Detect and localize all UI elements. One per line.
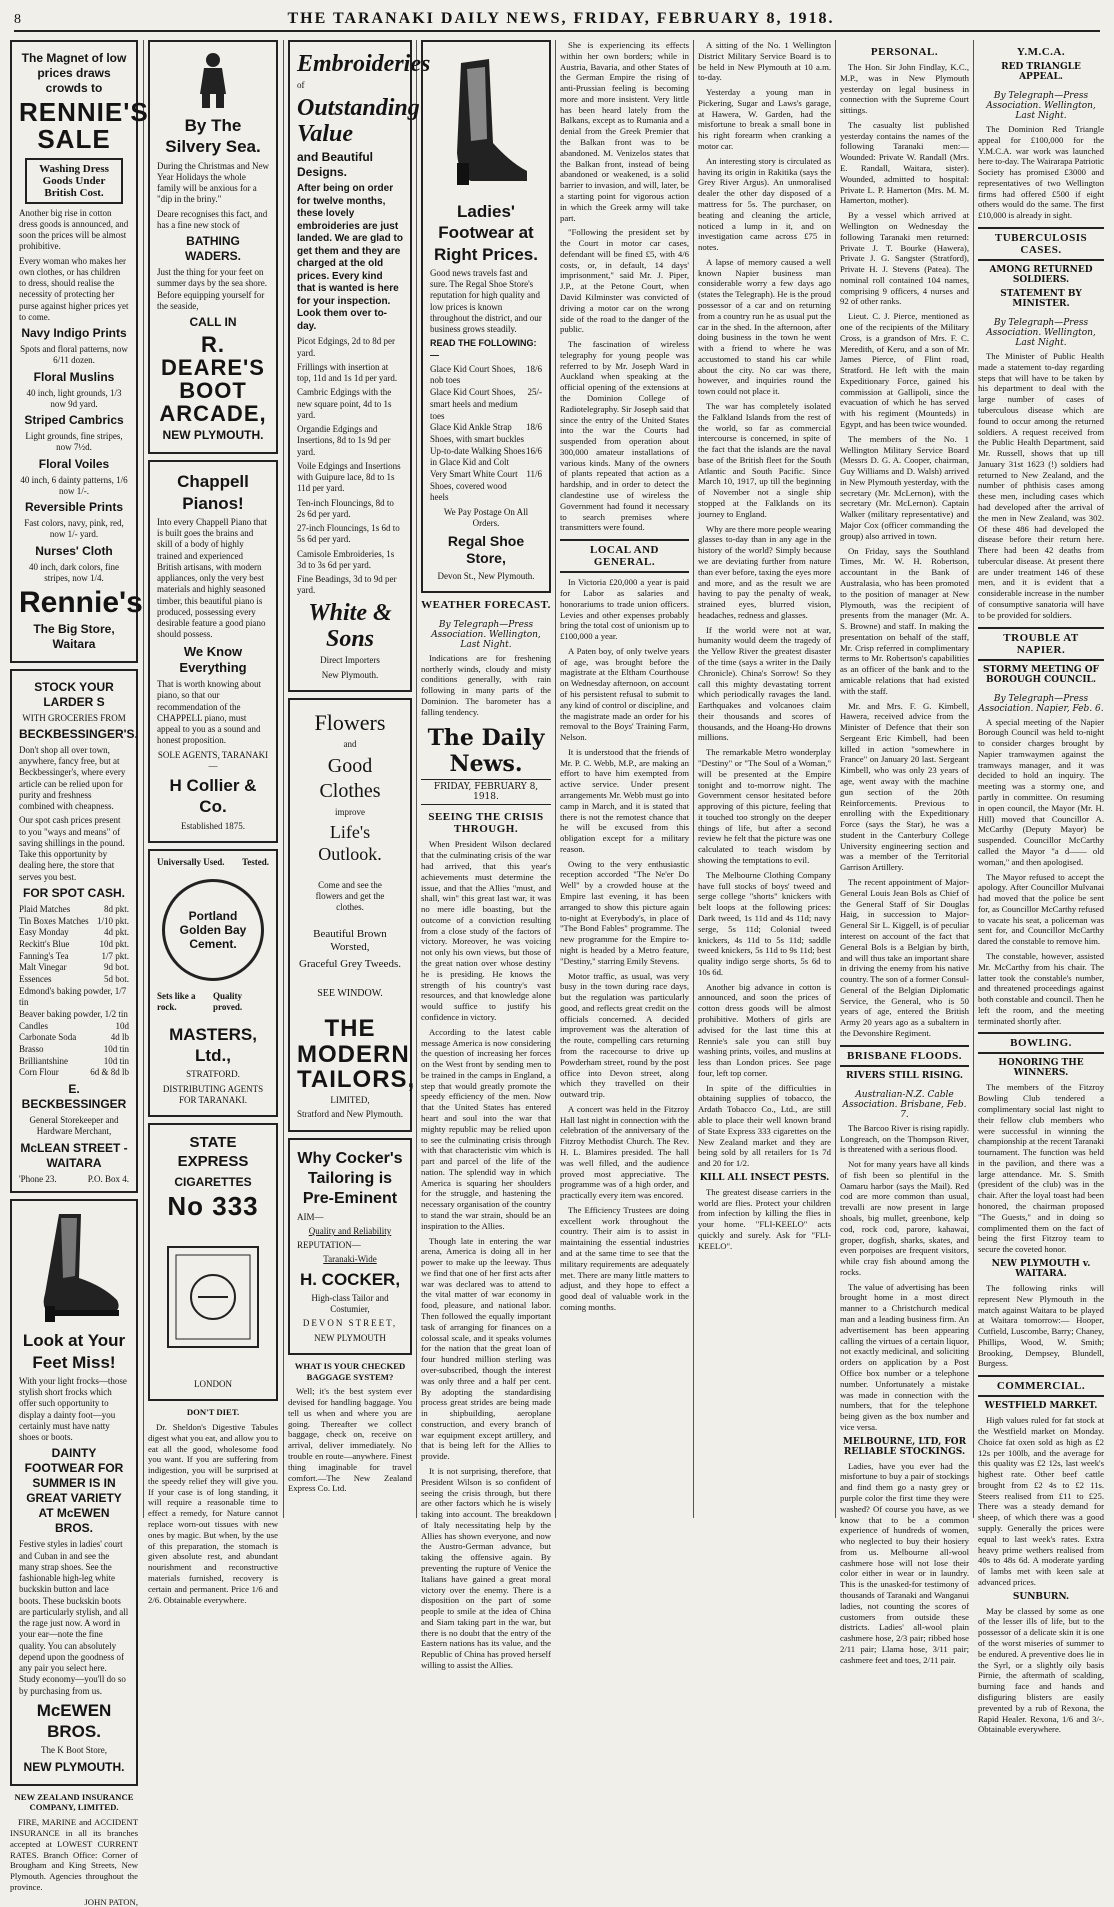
white-list-item: Organdie Edgings and Insertions, 8d to 1s 9d per yard. <box>297 424 391 457</box>
white-of: of <box>297 80 305 91</box>
cocker-rep: REPUTATION— <box>297 1240 361 1251</box>
column-rule <box>416 40 417 1518</box>
rennie-item-desc: 40 inch, light grounds, 1/3 now 9d yard. <box>26 387 122 409</box>
masters-name: MASTERS, Ltd., <box>169 1024 257 1066</box>
commercial-head: COMMERCIAL. <box>978 1375 1104 1397</box>
rennie-ad <box>10 40 149 663</box>
price-row: Candles 10d <box>19 1020 129 1031</box>
article-paragraph: It is understood that the friends of Mr. P. C. Webb, M.P., are making an effort to have him exempted from active service. Under present arrangements Mr. Webb must go into camp in March, and it is stated that there is not the remotest chance that he will be excused from this obligation except for a military reason. <box>560 746 689 854</box>
rennie-item-desc: Light grounds, fine stripes, now 7½d. <box>25 431 123 453</box>
beck-contact: 'Phone 23. P.O. Box 4. <box>19 1173 129 1184</box>
article-paragraph: Not for many years have all kinds of fish been so plentiful in the Oamaru harbor (says the Mail). Red cod are more common than usual, trevalli are now present in large shoals, big mullet, greenbone, kelp cod, rock cod, parore, kahawai, groper, dogfish, sharks, skates, and even porpoises are frequent visitors, while cray fish abound among the rocks. <box>840 1159 969 1277</box>
modern-tailors-ad <box>288 698 416 1132</box>
cocker-town: NEW PLYMOUTH <box>314 1332 386 1343</box>
rennie-item-title: Floral Muslins <box>33 369 115 384</box>
diet-text: Dr. Sheldon's Digestive Tabules digest what you eat, and allow you to eat all the good, wholesome food you want. If you are suffering from indigestion, you will be surprised at the speedy relief they will give you. If your case is of long standing, it will require a reasonable time to effect a remedy, for Nature cannot replace worn-out tissues with new ones by magic. But when, by the use of this preparation, the stomach is given absolute rest, and abundant nourishment and reconstructive materials furnished, recovery is certain and permanent. Price 1/6 and 2/6. Obtainable everywhere. <box>148 1422 278 1605</box>
column-3 <box>288 40 431 1518</box>
article-paragraph: A lapse of memory caused a well known Napier business man considerable worry a few days ago (states the Telegraph). He is the proud possessor of a car and on returning from a country run he as usual put the car in the shed. In the afternoon, after doing business in the town he went with a friend to where he was accustomed to stand his car while about the city. No car was there, however, and inquiries round the town could not place it. <box>698 256 831 397</box>
napier-sub: STORMY MEETING OF BOROUGH COUNCIL. <box>983 664 1099 685</box>
weather-text: Indications are for freshening northerly winds, cloudy and misty conditions generally, with rain following in many parts of the Dominion. The barometer has a falling tendency. <box>421 652 551 717</box>
cement-label: Portland Golden Bay Cement. <box>179 908 247 951</box>
cig-city: LONDON <box>194 1378 232 1389</box>
regal-row: Glace Kid Ankle Strap Shoes, with smart buckles 18/6 <box>430 422 542 444</box>
price-row: Plaid Matches 8d pkt. <box>19 903 129 914</box>
cig-kind: CIGARETTES <box>174 1174 252 1189</box>
price-row: Corn Flour 6d & 8d lb <box>19 1067 129 1078</box>
napier-head: TROUBLE AT NAPIER. <box>978 627 1104 661</box>
article-paragraph: Ladies, have you ever had the misfortune to buy a pair of stockings and find them go a nasty grey or purple color the first time they were washed? Of course you have, as we know that to be a common experience of hundreds of women, who neglected to buy their hosiery from us. Melbourne all-wool cashmere hose will not lose their color either in wear or in laundry. This is the unasked-for testimony of thousands of Taranaki and Wanganui ladies, not counting the scores of customers from outside these districts. Ladies' all-wool plain cashmere hose, 2/3 pair; ribbed hose 2/11 pair; Llama hose, 3/11 pair; cashmere feet and toes, 2/11 pair. <box>840 1460 969 1665</box>
collier-head: Chappell Pianos! <box>177 472 249 513</box>
article-paragraph: The following rinks will represent New Plymouth in the match against Waitara to be played at Waitara tomorrow:— Hooper, Cutfield, Luscombe, Barry; Chaney, Phillips, Wood, W. Smith; Brooking, Dempsey, Blundell, Burgess. <box>978 1282 1104 1369</box>
regal-addr: Devon St., New Plymouth. <box>437 570 535 581</box>
insurance-sign: JOHN PATON, <box>84 1896 138 1907</box>
mt-improve: improve <box>335 806 365 817</box>
mt-name: THE MODERN TAILORS, <box>297 1015 416 1093</box>
beck-addr: McLEAN STREET - WAITARA <box>20 1140 128 1170</box>
regal-post: We Pay Postage On All Orders. <box>443 507 529 529</box>
article-paragraph: In spite of the difficulties in obtaining supplies of tobacco, the Ardath Tobacco Co., Ltd., are still able to place their well known brand of State Express 333 cigarettes on the New Zealand market and they are being sold by all retailers for 1s 7d and 20 for 1/2. <box>698 1082 831 1169</box>
regal-shoe-ad <box>421 40 551 593</box>
price-row: Brasso 10d tin <box>19 1044 129 1055</box>
brisbane-sub: RIVERS STILL RISING. <box>846 1070 963 1081</box>
column-2 <box>148 40 278 1605</box>
regal-row: Up-to-date Walking Shoes in Glace Kid and Colt 16/6 <box>430 445 542 468</box>
article-paragraph: The members of the No. 1 Wellington Military Service Board (Messrs D. G. A. Cooper, chairman, Guy Williams and D. Walsh) arrived in New Plymouth yesterday, with the secretary (Mr. McLernon), with the secretary (Mr. McLernon). Captain Walker (military representative) and Major Cox (officer commanding the group) also arrived in town. <box>840 433 969 541</box>
tuberculosis-head: TUBERCULOSIS CASES. <box>978 227 1104 261</box>
deare-p2: Deare recognises this fact, and has a fine new stock of <box>157 208 268 230</box>
column-6 <box>698 40 831 1518</box>
article-paragraph: The constable, however, assisted Mr. McCarthy from his chair. The latter took the constable's number, and threatened proceedings against both constable and council. Then he left the room, and the meeting terminated shortly after. <box>978 950 1104 1026</box>
nameplate: The Daily News. <box>427 725 545 778</box>
article-paragraph: Motor traffic, as usual, was very busy in the town during race days, but the regulation was particularly good, and reflects great credit on the officials concerned. A decided improvement was the alteration of the route, compelling cars returning from the racecourse to drive up Powderham street, round by the post office into Devon street, along which they travelled on their outward trip. <box>560 970 689 1100</box>
article-paragraph: Why are there more people wearing glasses to-day than in any age in the history of the world? Simply because we are deviating further from nature than ever before, taxing the eyes more and more, and as the result we are having to pay the penalty of weak, strained eyes, blurred vision, headaches, redness and glasses. <box>698 523 831 620</box>
editorial <box>421 725 551 1670</box>
article-paragraph: A concert was held in the Fitzroy Hall last night in connection with the celebration of the anniversary of the Fitzroy Methodist Church. The Rev. H. L. Blamires presided. The hall was well filled, and the audience proved most appreciative. The programme was of a high order, and practically every item was encored. <box>560 1103 689 1201</box>
editorial-date: FRIDAY, FEBRUARY 8, 1918. <box>421 779 551 805</box>
white-head4: and Beautiful Designs. <box>297 150 374 180</box>
article-paragraph: A special meeting of the Napier Borough Council was held to-night to consider charges brought by Napier tramwaymen against the tramways manager, and it was decided to hold an inquiry. The meeting was a stormy one, and partly in committee. On resuming in open council, the Mayor (Mr. H. Hill) moved that Councillor A. McCarthy (Deputy Mayor) be suspended. Councillor McCarthy called the Mayor "a d—— old woman," and then apologised. <box>978 716 1104 867</box>
cocker-aim2: Quality and Reliability <box>308 1225 392 1236</box>
collier-ad <box>148 460 278 843</box>
deare-call: CALL IN <box>189 315 237 329</box>
article-paragraph: Owing to the very enthusiastic reception accorded "The Ne'er Do Well" by a crowded house at the Empire last evening, it has been arranged to show this picture again to-night at Everybody's, in place of "The Bond Fables" programme. The new programme for the Empire to-night is headed by a Metro feature, "Destiny," starring Emily Stevens. <box>560 858 689 966</box>
melbourne-head: MELBOURNE, LTD, FOR RELIABLE STOCKINGS. <box>842 1436 967 1457</box>
rennie-item-title: Navy Indigo Prints <box>21 326 127 341</box>
personal-head: PERSONAL. <box>870 46 939 58</box>
mt-window: SEE WINDOW. <box>317 987 383 999</box>
article-paragraph: The Mayor refused to accept the apology. After Councillor Mulvanai had moved that the police be sent for, as Councillor McCarthy refused to vacate his seat, a policeman was sent for, and Councillor McCarthy dared the constable to remove him. <box>978 871 1104 947</box>
beckbessinger-ad <box>10 669 138 1194</box>
regal-row: Glace Kid Court Shoes, nob toes 18/6 <box>430 363 542 386</box>
white-sub: Direct Importers <box>320 655 380 666</box>
column-rule <box>973 40 974 1518</box>
collier-head2: We Know Everything <box>179 643 247 675</box>
white-list-item: Frillings with insertion at top, 11d and 1s 1d per yard. <box>297 361 398 384</box>
article-paragraph: The greatest disease carriers in the world are flies. Protect your children from infection by killing the flies in your home. "FLI-KEELO" acts quickly and surely. Ask for "FLI-KEELO". <box>698 1186 831 1251</box>
article-paragraph: The Minister of Public Health made a statement to-day regarding steps that will have to be taken by his department to deal with the large number of cases of tuberculous disease which are found to occur among the returned soldiers. A request received from the Public Health Department, said Mr. Russell, shows that up till January 31st 1623 (!) soldiers had returned to New Zealand, and the number of phthisis cases among these men, including cases which had developed after the arrival of the men in New Zealand, was 302. Of these 486 had developed the disease before their return here. There had been 42 deaths from tubercular disease. At present there are under treatment 146 of these men, and it is evident that a considerable increase in the number of consumptive sanatoria will have to be provided for soldiers. <box>978 351 1104 620</box>
column-rule <box>283 40 284 1518</box>
cig-brand: STATE EXPRESS <box>177 1134 249 1170</box>
collier-name: H Collier & Co. <box>169 776 257 817</box>
article-paragraph: The Melbourne Clothing Company have full stocks of boys' tweed and serge college "shorts" knickers with belt loops at the following prices: Dark tweed, 1s 11d and 4s 11d; navy serge, 5s 11d; Colonial tweed knickers, 4s 11d to 5s 11d; saddle tweed knickers, 5s 11d to 9s 11d; best quality indigo serge shorts, 5s 6d to 10s 6d. <box>698 869 831 977</box>
deare-ad <box>148 40 278 454</box>
cocker-ad <box>288 1138 412 1355</box>
price-row: Fanning's Tea 1/7 pkt. <box>19 950 129 961</box>
rennie-item-desc: 40 inch, 6 dainty patterns, 1/6 now 1/-. <box>20 474 128 496</box>
cocker-aim: AIM— <box>297 1211 324 1222</box>
beck-p1: Don't shop all over town, anywhere, fancy free, but at Beckbessinger's, where every article can be relied upon for purity and freshness combined with cheapness. <box>19 744 126 812</box>
deare-name: R. DEARE'S BOOT ARCADE, <box>159 332 267 427</box>
regal-read: READ THE FOLLOWING:— <box>430 338 537 360</box>
column-8 <box>978 40 1104 1735</box>
np-waitara-head: NEW PLYMOUTH v. WAITARA. <box>991 1258 1091 1279</box>
article-paragraph: The Hon. Sir John Findlay, K.C., M.P., was in New Plymouth yesterday on legal business in connection with the Supreme Court sittings. <box>840 62 969 116</box>
beck-head2: WITH GROCERIES FROM <box>22 712 126 723</box>
column-7 <box>840 40 969 1665</box>
collier-agents: SOLE AGENTS, TARANAKI— <box>157 749 269 771</box>
cement-badge <box>162 879 264 981</box>
white-head3: Outstanding Value <box>297 94 420 148</box>
price-row: Easy Monday 4d pkt. <box>19 927 129 938</box>
masters-top: Universally Used. Tested. <box>157 856 269 867</box>
article-paragraph: The members of the Fitzroy Bowling Club tendered a complimentary social last night to their fellow club members who were successful in winning the championship at the recent Taranaki tournament. The function was held in the pavilion, and there was a large attendance. Mr. S. Smith (president of the club) was in the chair. After the loyal toast had been honored, the chairman proposed "The Guests," and in doing so complimented them on the fact of being the first Fitzroy team to secure the coveted honor. <box>978 1082 1104 1255</box>
regal-head: Ladies' Footwear at Right Prices. <box>434 202 538 264</box>
regal-row: Very Smart White Court Shoes, covered wood heels 11/6 <box>430 468 542 503</box>
price-row: Carbonate Soda 4d lb <box>19 1032 129 1043</box>
rennie-item-desc: 40 inch, dark colors, fine stripes, now 1/4. <box>29 561 119 583</box>
rennie-item-title: Striped Cambrics <box>24 413 124 428</box>
price-row: Malt Vinegar 9d bot. <box>19 962 129 973</box>
mcewen-ad <box>10 1199 138 1785</box>
masthead <box>14 4 1100 32</box>
white-list-item: Ten-inch Flouncings, 8d to 2s 6d per yard. <box>297 497 394 519</box>
rennie-footer: Rennie's <box>19 586 143 620</box>
corner-mark: 8 <box>14 12 22 27</box>
cocker-name: H. COCKER, <box>299 1269 401 1289</box>
boot-illustration <box>19 1207 129 1327</box>
deare-town: NEW PLYMOUTH. <box>162 428 264 443</box>
white-list-item: 27-inch Flouncings, 1s 6d to 5s 6d per yard. <box>297 523 400 545</box>
local-general-head: LOCAL AND GENERAL. <box>560 539 689 573</box>
article-paragraph: In Victoria £20,000 a year is paid for Labor as salaries and honorariums to trade union officers. Levies and other expenses probably bring the total cost of unionism up to £100,000 a year. <box>560 577 689 642</box>
mcewen-town: NEW PLYMOUTH. <box>23 1759 125 1774</box>
rennie-item-desc: Spots and floral patterns, now 6/11 dozen. <box>20 344 128 366</box>
insurance-head: NEW ZEALAND INSURANCE COMPANY, LIMITED. <box>14 1791 134 1813</box>
column-5 <box>560 40 689 1518</box>
mcewen-look: Look at Your Feet Miss! <box>22 1331 126 1372</box>
rennie-item-title: Reversible Prints <box>24 500 124 515</box>
article-paragraph: If the world were not at war, humanity would deem the tragedy of the Yellow River the greatest disaster of the time (says a writer in the Daily Chronicle). China's Sorrow! So they call this mighty devastating torrent which periodically ravages the land. Earthquakes and volcanoes claim their thousands and scores of thousands, and the Hoang-Ho drowns millions. <box>698 624 831 743</box>
cocker-addr: DEVON STREET, <box>302 1318 398 1329</box>
baggage-text: Well; it's the best system ever devised for handling baggage. You tell us when and where you are going. Thereafter we collect baggage, check on, receive on arrival, deliver immediately. No trouble en route—anywhere. Finest thing imaginable for travel comfort.—The New Zealand Express Co. Ltd. <box>288 1386 412 1494</box>
white-town: New Plymouth. <box>321 669 379 680</box>
masters-dist: DISTRIBUTING AGENTS FOR TARANAKI. <box>162 1083 264 1105</box>
deare-head: By The Silvery Sea. <box>165 116 261 157</box>
white-list-item: Fine Beadings, 3d to 9d per yard. <box>297 574 397 596</box>
price-row: Beaver baking powder, 1/2 tin <box>19 1009 128 1020</box>
column-rule <box>555 40 556 1518</box>
shoe-illustration <box>430 48 542 198</box>
rennie-item-title: Floral Voiles <box>38 456 110 471</box>
mt-flowers: Flowers <box>314 709 386 735</box>
mt-clothes: Good Clothes <box>319 754 381 802</box>
article-paragraph: The casualty list published yesterday contains the names of the following Taranaki men:—Wounded: Private W. Randall (Mrs. E. Randall, Waitara, sister). Wounded, admitted to hospital: Private L. P. Hamerton (Mrs. M. M. Hamerton, mother). <box>840 119 969 206</box>
mt-and: and <box>343 739 357 750</box>
rennie-intro2: Every woman who makes her own clothes, or has children to dress, should realise the necessity of protecting her purse against higher prices yet to come. <box>19 255 129 322</box>
white-head: Embroideries <box>297 51 431 77</box>
column-1 <box>10 40 149 1907</box>
cocker-sub: High-class Tailor and Costumier, <box>311 1292 389 1315</box>
rennie-item-desc: Fast colors, navy, pink, red, now 1/- yard. <box>24 518 124 540</box>
white-list-item: Cambric Edgings with the new square point, 4d to 1s yard. <box>297 387 392 420</box>
rennie-items <box>19 326 129 584</box>
brisbane-dateline: Australian-N.Z. Cable Association. Brisbane, Feb. 7. <box>842 1089 967 1120</box>
editorial-head: SEEING THE CRISIS THROUGH. <box>428 811 544 836</box>
masters-ad <box>148 849 278 1117</box>
dateline: By Telegraph—Press Association. Wellington, Last Night. <box>986 318 1096 349</box>
mt-outlook: Life's Outlook. <box>318 821 382 865</box>
masters-town: STRATFORD. <box>186 1069 240 1080</box>
white-sons-ad <box>288 40 431 692</box>
price-row: Brilliantshine 10d tin <box>19 1055 129 1066</box>
column-rule <box>835 40 836 1518</box>
rennie-title: RENNIE'S SALE <box>19 97 149 155</box>
tuberculosis-sub: AMONG RETURNED SOLDIERS. <box>989 265 1093 286</box>
rennie-item-title: Nurses' Cloth <box>35 543 113 558</box>
mcewen-p1: With your light frocks—those stylish short frocks which offer such opportunity to display a dainty foot—you certainly must have natty shoes or boots. <box>19 1375 127 1443</box>
article-paragraph: Another big advance in cotton is announced, and soon the prices of cotton dress goods will be almost prohibitive. Mothers of girls are advised for the last time this at Rennie's sale you can still buy washing prints, voiles, and muslins at less than London prices. See page four, left top corner. <box>698 981 831 1078</box>
deare-p3: Just the thing for your feet on summer days by the sea shore. Before equipping yourself for the seaside, <box>157 267 267 311</box>
beck-head: STOCK YOUR LARDER S <box>34 679 114 709</box>
article-paragraph: The Dominion Red Triangle appeal for £100,000 for the Y.M.C.A. war work was launched here to-day. The Wairarapa Patriotic Society has promised £3000 and representatives of two Wellington firms had offered £500 if eight others would do the same. The first £10,000 is already in sight. <box>978 124 1104 221</box>
mt-come: Come and see the flowers and get the clothes. <box>315 879 385 913</box>
insect-head: KILL ALL INSECT PESTS. <box>699 1172 830 1183</box>
article-paragraph: She is experiencing its effects within her own borders; while in Austria, Bavaria, and other States of the German Empire the rising of anti-Prussian feeling is becoming more and more insistent. Very little has been heard lately from the Balkans, except as to Rumania and a denial from the Greek Premier that the Balkan front was to be abandoned. M. Venizelos states that the Balkan front, instead of being abandoned or weakened, is a solid barrier to invasion, and will, later, be a starting point for vigorous action in which the Greek army will take part. <box>560 40 689 223</box>
article-paragraph: The war has completely isolated the Falkland Islands from the rest of the world, so far as commercial intercourse is concerned, in spite of the fact that the islands are the naval base of the British fleet for the South Atlantic and South Pacific. Since March 10, 1917, up till the beginning of November not a single ship stopped at the Falklands on its journey to England. <box>698 401 831 519</box>
weather-dateline: By Telegraph—Press Association. Wellington, Last Night. <box>431 619 541 650</box>
rennie-intro: Another big rise in cotton dress goods is announced, and soon the prices will be almost prohibitive. <box>19 207 129 252</box>
mcewen-p2: Festive styles in ladies' court and Cuban in and see the many strap shoes. See the fashionable high-leg white buckskin button and lace boots. These buckskin boots are particularly stylish, and all the rage just now. A word in your ear—note the fine quality. You can absolutely depend upon the goodness of any pair you select here. Study economy—you'll do so by purchasing from us. <box>19 1539 129 1696</box>
price-row: Edmond's baking powder, 1/7 tin <box>19 985 127 1008</box>
rennie-box: Washing Dress Goods Under British Cost. <box>25 158 123 204</box>
price-row: Essences 5d bot. <box>19 973 129 984</box>
collier-p1: Into every Chappell Piano that is built goes the brains and skill of a body of highly trained and experienced British artisans, with modern appliances, only the very best materials and highly seasoned timber, this beautiful piano is produced, possessing every desirable feature a good piano should possess. <box>157 516 267 640</box>
article-paragraph: On Friday, says the Southland Times, Mr. W. H. Robertson, accountant in the Bank of Australasia, who has been promoted to the position of manager at New Plymouth, was the recipient of presents from the manager (Mr. A. S. Browne) and staff. In making the presentation on behalf of the staff, Mr. Crisp referred in complimentary terms to Mr. Robertson's capabilities as an officer of the bank and to the amicable relations that had existed with the staff. <box>840 545 969 696</box>
beck-name: BECKBESSINGER'S. <box>19 726 138 741</box>
masthead-title: THE TARANAKI DAILY NEWS, FRIDAY, FEBRUARY 8, 1918. <box>287 10 835 27</box>
insurance-notice <box>10 1792 138 1907</box>
weather-article <box>421 599 551 718</box>
beck-sign: E. BECKBESSINGER <box>21 1082 127 1112</box>
masters-mid: Sets like a rock. Quality proved. <box>157 990 243 1013</box>
regal-text: Good news travels fast and sure. The Regal Shoe Store's reputation for high quality and low prices is known throughout the district, and our business grows steadily. <box>430 267 542 334</box>
collier-est: Established 1875. <box>181 820 245 831</box>
diet-head: DON'T DIET. <box>186 1407 240 1418</box>
cigarette-tin-icon <box>158 1227 268 1367</box>
article-paragraph: May be classed by some as one of the lesser ills of life, but to the possessor of a delicate skin it is one of the worst miseries of summer to be endured. A preventive does lie in the Syrl, or a slightly oily basis Pirnie, the aftermath of scalding, burning face and hands and disfiguring blisters are easily prevented by a rub of Rexona, the Rapid Healer. Rexona, 1/6 and 3/-. Obtainable everywhere. <box>978 1605 1104 1735</box>
weather-head: WEATHER FORECAST. <box>421 598 551 611</box>
rennie-tag: The Magnet of low prices draws crowds to <box>21 51 127 95</box>
white-text: After being on order for twelve months, these lovely embroideries are just landed. We are glad to get them and they are charged at the old prices. Every kind that is wanted is here for your inspection. Look them over to-day. <box>297 183 403 332</box>
article-paragraph: A sitting of the No. 1 Wellington District Military Service Board is to be held in New Plymouth at 10 a.m. to-day. <box>698 40 831 83</box>
white-list-item: Picot Edgings, 2d to 8d per yard. <box>297 336 395 358</box>
white-list-item: Camisole Embroideries, 1s 3d to 3s 6d per yard. <box>297 548 395 570</box>
white-list-item: Voile Edgings and Insertions with Guipure lace, 8d to 1s 11d per yard. <box>297 460 401 494</box>
article-paragraph: The fascination of wireless telegraphy for young people was referred to by Mr. Joseph Ward in Auckland when speaking at the official opening of the extensions at the Dominion College of Radiotelegraphy. Sir Joseph said that since the entry of the United States into the war the Courts had suspended from operation about 300,000 amateur installations of various kinds. Many of the owners of plants repeated that action as a hardship, and in order to detect the clandestine use of wireless the Government had found it necessary to search premises where transmitters were found. <box>560 339 689 533</box>
beck-spot: FOR SPOT CASH. <box>22 885 125 900</box>
mcewen-sub: The K Boot Store, <box>41 1745 107 1756</box>
deare-p1: During the Christmas and New Year Holidays the whole family will be anxious for a "dip in the briny." <box>157 160 269 205</box>
brisbane-head: BRISBANE FLOODS. <box>840 1045 969 1067</box>
beck-p2: Our spot cash prices present to you "ways and means" of saving shillings in the pound. Take this opportunity by dealing here, the store that serves you best. <box>19 815 125 882</box>
editorial-paragraph: According to the latest cable message America is now considering the question of increasing her forces on the West front by sending men to be trained in the camps in England, a step that would greatly promote the speedy efficiency of the men. Now that the United States has entered heart and soul into the war that mighty republic may be relied upon to see the culminating crisis through with that characteristic vim which is part and parcel of the life of the nation. The splendid way in which America is squaring her shoulders for the struggle, and hastening the necessary organisation of the country to stand the war strain, should be an inspiration to the Allies. <box>421 1026 551 1231</box>
article-paragraph: The recent appointment of Major-General Louis Jean Bols as Chief of the General Staff of Sir Douglas Haig, in succession to Major-General Sir L. Kiggell, is of peculiar interest on account of the fact that General Bols is a Belgian by birth, and will thus take an important share in driving the enemy from his native country. The son of a former Consul-General of the Belgian Diplomatic Service, the General, who is 50 years of age, entered the British Army 20 years ago as a subaltern in the Devonshire Regiment. <box>840 877 969 1038</box>
beck-price-list <box>19 904 129 1079</box>
bowling-sub: HONORING THE WINNERS. <box>998 1058 1084 1079</box>
cocker-head: Why Cocker's Tailoring is Pre-Eminent <box>297 1149 403 1207</box>
article-paragraph: The value of advertising has been brought home in a most direct manner to a Christchurch medical man and a leading business firm. An advertisement has been appearing calling the virtues of a certain liquor, not exactly medicinal, and soliciting orders on application by a Post Office box number or a telephone number. Unfortunately a mistake was made in connection with the numbers, that for the telephone being given as the box number and vice versa. <box>840 1281 969 1432</box>
article-paragraph: A Paten boy, of only twelve years of age, was brought before the magistrate at the Eltham Courthouse on Wednesday afternoon, on account of his persistent refusal to submit to any kind of control or discipline, and the magistrate made an order for his removal to the Boys' Training Farm, Nelson. <box>560 645 689 743</box>
cocker-rep2: Taranaki-Wide <box>323 1254 377 1265</box>
article-paragraph: Lieut. C. J. Pierce, mentioned as one of the recipients of the Military Cross, is a grandson of Mrs. F. C. Meredith, of Keru, and a son of Mr. James Pierce, of Flint road, Stratford. He left with the main Expeditionary Force, gained his commission at Gallipoli, since the evacuation of which he has served with his regiment (Mounteds) in Egypt, and has been twice wounded. <box>840 311 969 429</box>
editorial-paragraph: When President Wilson declared that the culminating crisis of the war had arrived, that this year's achievements must determine the issue, and that the Allies "must, and shall, win" this great last war, it was no mere idle boasting, but the outcome of a conviction resulting from a close study of the factors of victory. Moreover, he was voicing not only his own views, but those of the great nation over whose destiny he is presiding. He knows the strength of his country's vast resources, and that knowledge alone would suffice to justify his confidence in victory. <box>421 839 551 1022</box>
article-paragraph: Yesterday a young man in Pickering, Sugar and Laws's garage, at Hawera, W. Garden, had the misfortune to break a small bone in his right forearm when cranking a motor car. <box>698 87 831 152</box>
bather-illustration <box>157 48 269 112</box>
mt-worsted: Beautiful Brown Worsted, <box>313 927 387 954</box>
article-paragraph: An interesting story is circulated as having its origin in Rakitika (says the Grey River Argus). An unmoralised dealer the other day disposed of a mattress for 5s. The purchaser, on beating and cleaning the article, noticed a lump in it, and on investigation came across £75 in notes. <box>698 155 831 253</box>
tuberculosis-sub2: STATEMENT BY MINISTER. <box>1000 289 1082 310</box>
article-paragraph: By a vessel which arrived at Wellington on Wednesday the following Taranaki men returned: Private J. T. Bourke (Hawera), Private J. G. Sangster (Stratford), Private H. J. Stevens (Patea). The nominal roll contained 104 names, comprising 9 officers, 4 nurses and 92 of other ranks. <box>840 210 969 307</box>
baggage-head: WHAT IS YOUR CHECKED BAGGAGE SYSTEM? <box>294 1360 406 1382</box>
article-paragraph: The remarkable Metro wonderplay "Destiny" or "The Soul of a Woman," will be presented at the Empire tonight and to-morrow night. The Government censor hesitated before approving of this picture, feeling that it touched too strongly on the deeper things of life, but after a second review he felt that the picture was one calculated to teach wisdom by showing the temptations to evil. <box>698 747 831 866</box>
dateline: By Telegraph—Press Association. Wellington, Last Night. <box>986 91 1096 121</box>
price-row: Tin Boxes Matches 1/10 pkt. <box>19 915 129 926</box>
mt-ltd: LIMITED, <box>330 1095 370 1106</box>
insurance-text: FIRE, MARINE and ACCIDENT INSURANCE in all its branches accepted at LOWEST CURRENT RATES. Branch Office: Corner of Brougham and King Streets, New Plymouth. Agencies throughout the province. <box>10 1817 138 1892</box>
baggage-notice <box>288 1361 412 1494</box>
article-paragraph: The Barcoo River is rising rapidly. Longreach, on the Thompson River, is threatened with a serious flood. <box>840 1122 969 1155</box>
red-triangle-head: RED TRIANGLE APPEAL. <box>1001 62 1081 82</box>
deare-item: BATHING WADERS. <box>184 234 241 263</box>
state-express-ad <box>148 1123 278 1401</box>
editorial-paragraph: It is not surprising, therefore, that President Wilson is so confident of seeing the crisis through, but there are other factors which he is wisely taking into account. The breakdown of Italy necessitating help by the Allies has shown everyone, and now the Austro-German advance, but taking the offensive again. By preventing the rupture of Venice the Italians have gained a great moral victory over the enemy. There is a disposition on the part of some people to smile at the idea of China and Siam taking part in the war, but there is no doubt that the entry of the Eastern nations has its value, and the Republic of China has proved herself willing to assist the Allies. <box>421 1465 551 1671</box>
column-4 <box>421 40 551 1671</box>
ymca-head: Y.M.C.A. <box>1016 46 1066 58</box>
regal-name: Regal Shoe Store, <box>447 532 525 566</box>
mcewen-name: McEWEN BROS. <box>36 1700 112 1742</box>
cig-number: No 333 <box>167 1190 259 1221</box>
dateline: By Telegraph—Press Association. Napier, Feb. 6. <box>978 693 1104 714</box>
article-paragraph: The Efficiency Trustees are doing excellent work throughout the country. Their aim is to assist in maintaining the essential industries and at the same time to see that the military requirements are adequately met. There are many little matters to adjust, and they hope to effect a good deal of valuable work in the coming months. <box>560 1204 689 1312</box>
mt-town: Stratford and New Plymouth. <box>297 1109 403 1120</box>
article-paragraph: "Following the president set by the Court in motor car cases, defendant will be fined £5, with 4/6 costs, or, in default, 14 days' imprisonment," said Mr. J. Piper, J.P., at the Petone Court, when David Kilminster was convicted of driving a motor car on the wrong side of the road to the danger of the public. <box>560 227 689 335</box>
white-name: White & Sons <box>308 599 392 653</box>
regal-row: Glace Kid Court Shoes, smart heels and medium toes 25/- <box>430 387 542 421</box>
column-rule <box>143 40 144 1518</box>
diet-notice <box>148 1407 278 1605</box>
beck-sign2: General Storekeeper and Hardware Merchant, <box>29 1115 119 1137</box>
rennie-footer-sub: The Big Store, Waitara <box>33 621 115 651</box>
editorial-paragraph: Though late in entering the war arena, America is doing all in her power to make up the leeway. Thus we find that one of her first acts after war was declared was to attend to the vital matter of war economy in food, pleasure, and national labor. Then followed the equally important task of arranging for finances on a colossal scale, and it speaks volumes for the nation that the great loan of four hundred million sterling was over-subscribed, though the interest was only three and a half per cent. By adopting the standardising process great strides are being made in shipbuilding, aeroplane construction, and every branch of war equipment except artillery, and that is being left for the Allies to provide. <box>421 1235 551 1462</box>
price-row: Reckitt's Blue 10d pkt. <box>19 938 129 949</box>
article-paragraph: High values ruled for fat stock at the Westfield market on Monday. Choice fat oxen sold as high as £2 12s per 100lb, and the average for this quality was £2 12s, last week's highest rate. Other beef cattle brought from £2 4s to £2 11s. Steers realised from £11 to £25. There was a steady demand for sheep, of which there was a good supply. Generally the prices were equal to last week's rates. Extra heavy prime wethers realised from 40s to 48s 6d. A moderate yarding of lambs met with keen sale at advanced prices. <box>978 1415 1104 1587</box>
column-rule <box>693 40 694 1518</box>
mt-tweeds: Graceful Grey Tweeds. <box>299 958 401 971</box>
article-paragraph: Mr. and Mrs. F. G. Kimbell, Hawera, received advice from the Minister of Defence that their son Sergeant Eric Kimbell, had been killed in action "somewhere in France" on January 20 last. Sergeant Kimbell, who was only 23 years of age, went away with the machine gun section of the 20th Reinforcements. Previous to enrolling with the Expeditionary Force (says the Star), he was a student in the Canterbury College University engineering section and was a member of the Territorial Garrison Artillery. <box>840 700 969 873</box>
sunburn-head: SUNBURN. <box>1012 1591 1070 1602</box>
collier-p2: That is worth knowing about piano, so that our recommendation of the CHAPPELL piano, must appeal to you as a sound and honest proposition. <box>157 679 261 746</box>
westfield-head: WESTFIELD MARKET. <box>984 1401 1098 1412</box>
bowling-head: BOWLING. <box>978 1032 1104 1054</box>
mcewen-h: DAINTY FOOTWEAR FOR SUMMER IS IN GREAT VARIETY AT McEWEN BROS. <box>24 1446 124 1536</box>
